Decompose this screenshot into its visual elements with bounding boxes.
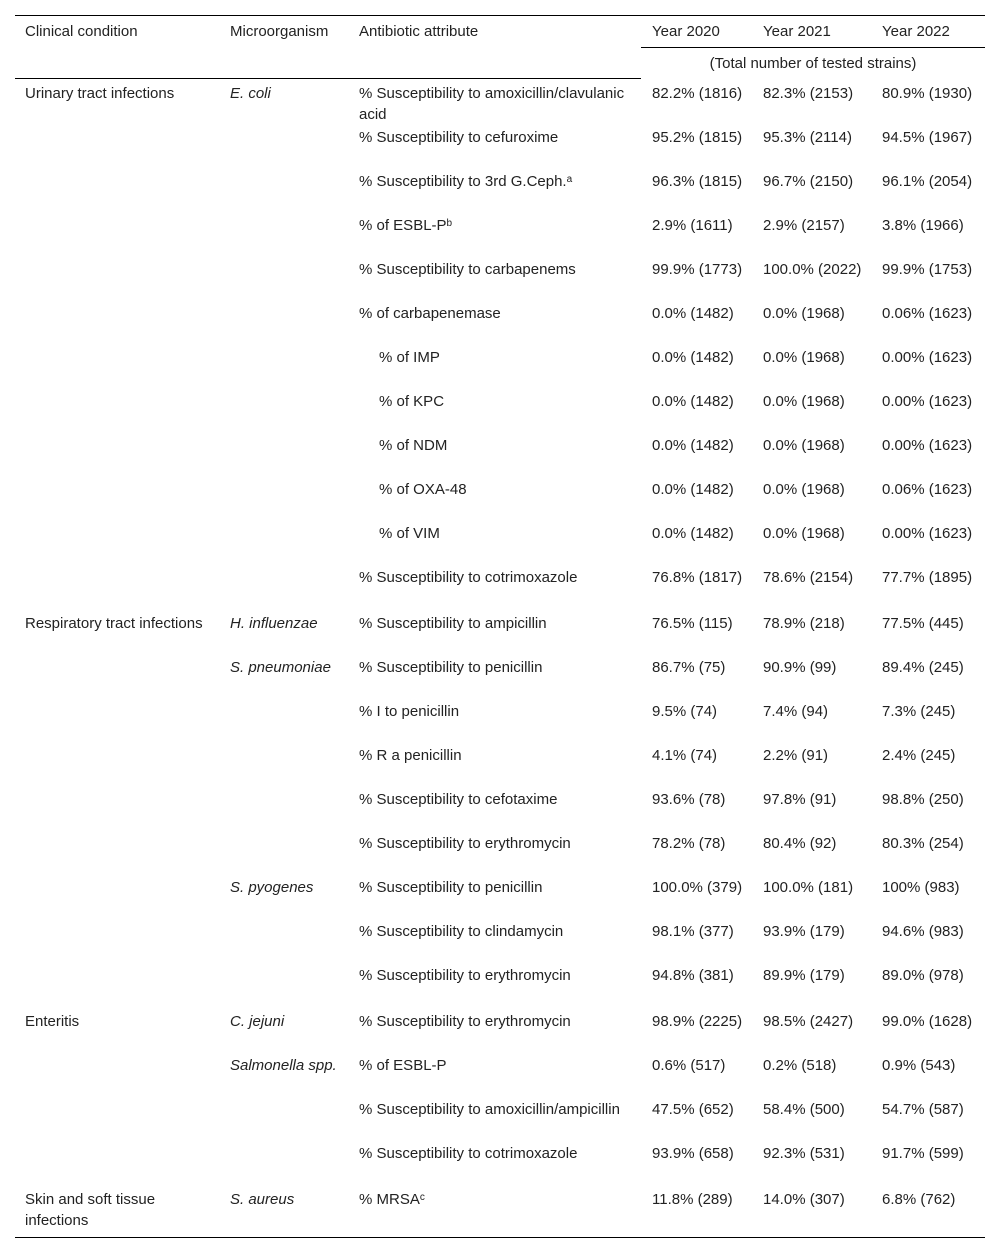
attribute-label: % of OXA-48 bbox=[379, 481, 467, 498]
value-cell-year-2020: 2.9% (1611) bbox=[652, 217, 733, 234]
value-cell-year-2022: 0.00% (1623) bbox=[882, 393, 973, 410]
attribute-label: % Susceptibility to carbapenems bbox=[359, 261, 576, 278]
value-cell-year-2022: 89.0% (978) bbox=[882, 967, 964, 984]
value-cell-year-2021: 82.3% (2153) bbox=[763, 85, 854, 102]
value-cell-year-2022: 99.0% (1628) bbox=[882, 1013, 973, 1030]
value-cell-year-2022: 80.3% (254) bbox=[882, 835, 964, 852]
attribute-label: % of NDM bbox=[379, 437, 448, 454]
header-clinical-condition: Clinical condition bbox=[25, 23, 138, 40]
value-cell-year-2022: 99.9% (1753) bbox=[882, 261, 973, 278]
antibiotic-attribute-cell bbox=[379, 523, 659, 544]
antibiotic-attribute-cell bbox=[359, 833, 639, 854]
attribute-label: % of VIM bbox=[379, 525, 440, 542]
value-cell-year-2022: 3.8% (1966) bbox=[882, 217, 964, 234]
value-cell-year-2022: 94.5% (1967) bbox=[882, 129, 973, 146]
header-year-2021: Year 2021 bbox=[763, 23, 831, 40]
value-cell-year-2020: 0.0% (1482) bbox=[652, 525, 734, 542]
value-cell-year-2021: 100.0% (2022) bbox=[763, 261, 862, 278]
value-cell-year-2020: 78.2% (78) bbox=[652, 835, 726, 852]
value-cell-year-2021: 0.0% (1968) bbox=[763, 393, 845, 410]
attribute-label: % Susceptibility to amoxicillin/clavulanic acid bbox=[359, 85, 625, 123]
header-antibiotic-attribute: Antibiotic attribute bbox=[359, 23, 479, 40]
attribute-label: % R a penicillin bbox=[359, 747, 462, 764]
attribute-label: % Susceptibility to cotrimoxazole bbox=[359, 1145, 578, 1162]
header-year-rule bbox=[641, 47, 985, 48]
value-cell-year-2021: 7.4% (94) bbox=[763, 703, 829, 720]
value-cell-year-2022: 7.3% (245) bbox=[882, 703, 956, 720]
value-cell-year-2021: 58.4% (500) bbox=[763, 1101, 845, 1118]
attribute-label: % MRSA bbox=[359, 1191, 420, 1208]
value-cell-year-2020: 96.3% (1815) bbox=[652, 173, 743, 190]
value-cell-year-2021: 78.6% (2154) bbox=[763, 569, 854, 586]
value-cell-year-2022: 94.6% (983) bbox=[882, 923, 964, 940]
value-cell-year-2021: 96.7% (2150) bbox=[763, 173, 854, 190]
antibiotic-attribute-cell bbox=[359, 1143, 639, 1164]
header-year-2020: Year 2020 bbox=[652, 23, 720, 40]
antibiotic-attribute-cell bbox=[379, 391, 659, 412]
value-cell-year-2021: 0.0% (1968) bbox=[763, 481, 845, 498]
value-cell-year-2020: 82.2% (1816) bbox=[652, 85, 743, 102]
value-cell-year-2021: 0.2% (518) bbox=[763, 1057, 837, 1074]
attribute-label: % Susceptibility to clindamycin bbox=[359, 923, 564, 940]
value-cell-year-2021: 93.9% (179) bbox=[763, 923, 845, 940]
value-cell-year-2022: 0.06% (1623) bbox=[882, 305, 973, 322]
antibiotic-attribute-cell bbox=[359, 215, 639, 236]
header-year-2022: Year 2022 bbox=[882, 23, 950, 40]
value-cell-year-2021: 90.9% (99) bbox=[763, 659, 837, 676]
attribute-label: % Susceptibility to 3rd G.Ceph. bbox=[359, 173, 567, 190]
antibiotic-attribute-cell bbox=[359, 259, 639, 280]
attribute-label: % of ESBL-P bbox=[359, 1057, 447, 1074]
microorganism-cell: S. pyogenes bbox=[230, 879, 314, 896]
value-cell-year-2020: 98.1% (377) bbox=[652, 923, 734, 940]
attribute-label: % Susceptibility to erythromycin bbox=[359, 1013, 571, 1030]
value-cell-year-2021: 0.0% (1968) bbox=[763, 305, 845, 322]
value-cell-year-2021: 80.4% (92) bbox=[763, 835, 837, 852]
value-cell-year-2022: 2.4% (245) bbox=[882, 747, 956, 764]
value-cell-year-2022: 89.4% (245) bbox=[882, 659, 964, 676]
attribute-label: % Susceptibility to penicillin bbox=[359, 659, 543, 676]
value-cell-year-2021: 100.0% (181) bbox=[763, 879, 854, 896]
header-microorganism: Microorganism bbox=[230, 23, 329, 40]
footnote-marker: b bbox=[446, 218, 453, 229]
value-cell-year-2021: 97.8% (91) bbox=[763, 791, 837, 808]
antibiotic-attribute-cell bbox=[359, 921, 639, 942]
value-cell-year-2021: 0.0% (1968) bbox=[763, 349, 845, 366]
clinical-condition-cell: Urinary tract infections bbox=[25, 85, 175, 102]
attribute-label: % Susceptibility to amoxicillin/ampicillin bbox=[359, 1101, 620, 1118]
attribute-label: % of ESBL-P bbox=[359, 217, 447, 234]
header-bottom-rule bbox=[15, 78, 641, 79]
value-cell-year-2022: 0.00% (1623) bbox=[882, 525, 973, 542]
attribute-label: % Susceptibility to cefuroxime bbox=[359, 129, 559, 146]
table-bottom-rule bbox=[15, 1237, 985, 1238]
antibiotic-attribute-cell bbox=[359, 789, 639, 810]
value-cell-year-2022: 100% (983) bbox=[882, 879, 960, 896]
value-cell-year-2021: 0.0% (1968) bbox=[763, 437, 845, 454]
antibiotic-attribute-cell bbox=[359, 701, 639, 722]
value-cell-year-2022: 91.7% (599) bbox=[882, 1145, 964, 1162]
antibiotic-attribute-cell bbox=[359, 567, 639, 588]
value-cell-year-2022: 98.8% (250) bbox=[882, 791, 964, 808]
value-cell-year-2022: 0.06% (1623) bbox=[882, 481, 973, 498]
antibiotic-attribute-cell bbox=[359, 745, 639, 766]
value-cell-year-2022: 77.7% (1895) bbox=[882, 569, 973, 586]
value-cell-year-2020: 11.8% (289) bbox=[652, 1191, 733, 1208]
microorganism-cell: E. coli bbox=[230, 85, 271, 102]
value-cell-year-2021: 95.3% (2114) bbox=[763, 129, 852, 146]
value-cell-year-2020: 93.9% (658) bbox=[652, 1145, 734, 1162]
value-cell-year-2020: 47.5% (652) bbox=[652, 1101, 734, 1118]
attribute-label: % of IMP bbox=[379, 349, 440, 366]
value-cell-year-2020: 0.0% (1482) bbox=[652, 305, 734, 322]
clinical-condition-cell: Respiratory tract infections bbox=[25, 615, 203, 632]
value-cell-year-2021: 2.2% (91) bbox=[763, 747, 829, 764]
antibiotic-attribute-cell bbox=[379, 347, 659, 368]
value-cell-year-2020: 93.6% (78) bbox=[652, 791, 726, 808]
footnote-marker: a bbox=[566, 174, 573, 185]
value-cell-year-2022: 77.5% (445) bbox=[882, 615, 964, 632]
value-cell-year-2021: 98.5% (2427) bbox=[763, 1013, 854, 1030]
microorganism-cell: Salmonella spp. bbox=[230, 1057, 337, 1074]
value-cell-year-2020: 9.5% (74) bbox=[652, 703, 718, 720]
antibiotic-attribute-cell bbox=[359, 1099, 639, 1120]
value-cell-year-2022: 0.00% (1623) bbox=[882, 349, 973, 366]
antibiotic-attribute-cell bbox=[359, 83, 639, 125]
attribute-label: % Susceptibility to erythromycin bbox=[359, 835, 571, 852]
clinical-condition-cell: Skin and soft tissue infections bbox=[25, 1191, 156, 1229]
microorganism-cell: H. influenzae bbox=[230, 615, 318, 632]
value-cell-year-2022: 0.9% (543) bbox=[882, 1057, 956, 1074]
antibiotic-attribute-cell bbox=[359, 171, 639, 192]
attribute-label: % Susceptibility to ampicillin bbox=[359, 615, 547, 632]
value-cell-year-2020: 4.1% (74) bbox=[652, 747, 718, 764]
value-cell-year-2020: 98.9% (2225) bbox=[652, 1013, 743, 1030]
attribute-label: % Susceptibility to cefotaxime bbox=[359, 791, 558, 808]
microorganism-cell: S. aureus bbox=[230, 1191, 295, 1208]
header-total-strains-note: (Total number of tested strains) bbox=[709, 55, 917, 72]
attribute-label: % I to penicillin bbox=[359, 703, 460, 720]
value-cell-year-2020: 100.0% (379) bbox=[652, 879, 743, 896]
attribute-label: % of KPC bbox=[379, 393, 445, 410]
footnote-marker: c bbox=[419, 1192, 425, 1203]
value-cell-year-2020: 86.7% (75) bbox=[652, 659, 726, 676]
value-cell-year-2020: 0.6% (517) bbox=[652, 1057, 726, 1074]
value-cell-year-2021: 89.9% (179) bbox=[763, 967, 845, 984]
value-cell-year-2021: 2.9% (2157) bbox=[763, 217, 845, 234]
value-cell-year-2020: 0.0% (1482) bbox=[652, 481, 734, 498]
value-cell-year-2020: 0.0% (1482) bbox=[652, 393, 734, 410]
value-cell-year-2022: 6.8% (762) bbox=[882, 1191, 956, 1208]
value-cell-year-2020: 76.5% (115) bbox=[652, 615, 733, 632]
attribute-label: % Susceptibility to cotrimoxazole bbox=[359, 569, 578, 586]
antibiotic-attribute-cell bbox=[359, 657, 639, 678]
antibiotic-attribute-cell bbox=[359, 877, 639, 898]
antibiotic-attribute-cell bbox=[379, 479, 659, 500]
value-cell-year-2020: 0.0% (1482) bbox=[652, 349, 734, 366]
antibiotic-attribute-cell bbox=[359, 965, 639, 986]
clinical-condition-cell: Enteritis bbox=[25, 1013, 80, 1030]
antibiotic-attribute-cell bbox=[379, 435, 659, 456]
antibiotic-attribute-cell bbox=[359, 613, 639, 634]
value-cell-year-2022: 96.1% (2054) bbox=[882, 173, 973, 190]
value-cell-year-2021: 78.9% (218) bbox=[763, 615, 845, 632]
value-cell-year-2020: 95.2% (1815) bbox=[652, 129, 743, 146]
value-cell-year-2021: 92.3% (531) bbox=[763, 1145, 845, 1162]
value-cell-year-2020: 94.8% (381) bbox=[652, 967, 734, 984]
value-cell-year-2022: 0.00% (1623) bbox=[882, 437, 973, 454]
value-cell-year-2021: 14.0% (307) bbox=[763, 1191, 845, 1208]
antibiotic-attribute-cell bbox=[359, 1189, 639, 1210]
value-cell-year-2022: 54.7% (587) bbox=[882, 1101, 964, 1118]
microorganism-cell: S. pneumoniae bbox=[230, 659, 331, 676]
antibiotic-attribute-cell bbox=[359, 1011, 639, 1032]
attribute-label: % Susceptibility to erythromycin bbox=[359, 967, 571, 984]
antibiotic-attribute-cell bbox=[359, 1055, 639, 1076]
antibiotic-attribute-cell bbox=[359, 303, 639, 324]
antibiotic-attribute-cell bbox=[359, 127, 639, 148]
table-top-rule bbox=[15, 15, 985, 16]
microorganism-cell: C. jejuni bbox=[230, 1013, 285, 1030]
value-cell-year-2020: 76.8% (1817) bbox=[652, 569, 743, 586]
value-cell-year-2022: 80.9% (1930) bbox=[882, 85, 973, 102]
attribute-label: % of carbapenemase bbox=[359, 305, 501, 322]
value-cell-year-2020: 0.0% (1482) bbox=[652, 437, 734, 454]
value-cell-year-2020: 99.9% (1773) bbox=[652, 261, 743, 278]
value-cell-year-2021: 0.0% (1968) bbox=[763, 525, 845, 542]
attribute-label: % Susceptibility to penicillin bbox=[359, 879, 543, 896]
